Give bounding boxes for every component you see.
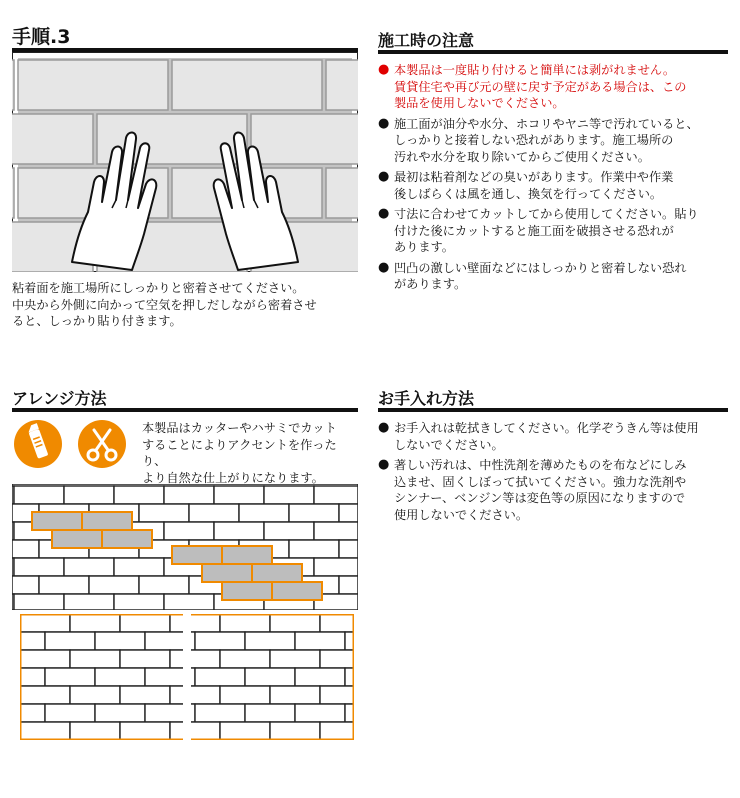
caution-line: があります。 xyxy=(394,277,467,291)
white-brick xyxy=(120,650,170,668)
bullet-icon: ● xyxy=(378,206,390,221)
white-brick xyxy=(64,486,114,504)
caution-line: 製品を使用しないでください。 xyxy=(394,96,565,110)
care-title: お手入れ方法 xyxy=(378,389,475,408)
white-brick xyxy=(164,486,214,504)
white-brick xyxy=(195,668,245,686)
care-line: お手入れは乾拭きしてください。化学ぞうきん等は使用 xyxy=(394,421,699,435)
white-brick xyxy=(164,522,214,540)
white-brick xyxy=(195,632,245,650)
white-brick xyxy=(20,686,70,704)
scissors-icon xyxy=(78,420,126,468)
white-brick xyxy=(189,504,239,522)
white-brick xyxy=(270,686,320,704)
white-brick xyxy=(70,686,120,704)
caution-item xyxy=(378,206,728,256)
care-line: 込ませ、固くしぼって拭いてください。強力な洗剤や xyxy=(394,474,687,489)
white-brick xyxy=(339,504,358,522)
care-title-rule xyxy=(378,408,728,412)
white-brick xyxy=(20,704,45,722)
care-line: しないでください。 xyxy=(394,437,504,452)
caution-line: 施工面が油分や水分、ホコリやヤニ等で汚れていると、 xyxy=(394,116,699,131)
white-brick xyxy=(12,540,39,558)
step-title: 手順.3 xyxy=(12,26,71,48)
accent-gray-brick xyxy=(252,564,302,582)
white-brick xyxy=(14,594,64,610)
white-brick xyxy=(45,632,95,650)
care-item xyxy=(378,457,728,523)
white-brick xyxy=(314,486,358,504)
wall-tile xyxy=(251,114,358,164)
white-brick xyxy=(120,614,170,632)
white-brick xyxy=(70,722,120,740)
step-caption xyxy=(12,280,362,330)
care-list xyxy=(378,420,728,527)
white-brick xyxy=(170,722,220,740)
care-line: 著しい汚れは、中性洗剤を薄めたものを布などにしみ xyxy=(394,458,687,472)
wall-tile xyxy=(326,168,358,218)
white-brick xyxy=(12,576,39,594)
white-brick xyxy=(270,722,320,740)
caution-item-warning xyxy=(378,62,728,112)
wall-tile xyxy=(18,60,168,110)
caution-line: 付けた後にカットすると施工面を破損させる恐れが xyxy=(394,223,674,238)
white-brick xyxy=(339,576,358,594)
white-brick xyxy=(164,594,214,610)
white-brick xyxy=(139,504,189,522)
arrange-title: アレンジ方法 xyxy=(12,389,107,408)
white-brick xyxy=(120,686,170,704)
white-brick xyxy=(95,704,145,722)
bullet-icon: ● xyxy=(378,115,390,131)
caution-line: あります。 xyxy=(394,240,454,254)
caution-line: 寸法に合わせてカットしてから使用してください。貼り xyxy=(394,207,699,221)
brick-accent-example-bottom xyxy=(20,614,354,740)
white-brick xyxy=(139,576,189,594)
accent-gray-brick xyxy=(82,512,132,530)
white-brick xyxy=(95,668,145,686)
white-brick xyxy=(195,704,245,722)
white-brick xyxy=(70,650,120,668)
arrange-text-line: より自然な仕上がりになります。 xyxy=(142,470,324,485)
white-brick xyxy=(264,486,314,504)
white-brick xyxy=(39,576,89,594)
white-brick xyxy=(20,668,45,686)
white-brick xyxy=(114,558,164,576)
white-brick xyxy=(245,704,295,722)
caution-line: しっかりと接着しない恐れがあります。施工場所の xyxy=(394,133,674,147)
white-brick xyxy=(20,632,45,650)
caution-list xyxy=(378,62,728,297)
accent-gray-brick xyxy=(202,564,252,582)
bullet-icon: ● xyxy=(378,420,390,435)
white-brick xyxy=(270,650,320,668)
white-brick xyxy=(245,668,295,686)
caution-item xyxy=(378,116,728,166)
white-brick xyxy=(20,722,70,740)
brick-accent-example-top xyxy=(12,484,358,610)
hands-pressing-wall-illustration xyxy=(12,52,358,272)
caution-item xyxy=(378,169,728,202)
caution-line: 賃貸住宅や再び元の壁に戻す予定がある場合は、この xyxy=(394,79,687,94)
care-item xyxy=(378,420,728,453)
seam-gap xyxy=(183,614,191,740)
white-brick xyxy=(170,686,220,704)
wall-tile xyxy=(12,168,14,218)
arrange-text-line: 本製品はカッターやハサミでカット xyxy=(142,421,337,435)
white-brick xyxy=(170,614,220,632)
caution-item xyxy=(378,260,728,293)
care-line: 使用しないでください。 xyxy=(394,507,529,522)
caution-line: 汚れや水分を取り除いてからご使用ください。 xyxy=(394,149,650,164)
white-brick xyxy=(245,632,295,650)
white-brick xyxy=(114,486,164,504)
wall-tile xyxy=(12,60,14,110)
arrange-text-line: することによりアクセントを作ったり、 xyxy=(142,437,337,468)
red-bullet-icon: ● xyxy=(378,62,390,77)
caution-line: 後しばらくは風を通し、換気を行ってください。 xyxy=(394,186,663,201)
white-brick xyxy=(314,558,358,576)
white-brick xyxy=(45,668,95,686)
white-brick xyxy=(264,522,314,540)
caution-title: 施工時の注意 xyxy=(378,31,475,50)
white-brick xyxy=(320,650,354,668)
caution-line: 凹凸の激しい壁面などにはしっかりと密着しない恐れ xyxy=(394,260,687,275)
white-brick xyxy=(295,668,345,686)
arrange-text xyxy=(142,420,358,486)
accent-gray-brick xyxy=(272,582,322,600)
white-brick xyxy=(64,594,114,610)
white-brick xyxy=(239,504,289,522)
white-brick xyxy=(220,650,270,668)
accent-gray-brick xyxy=(222,582,272,600)
white-brick xyxy=(20,614,70,632)
caution-line: 本製品は一度貼り付けると簡単には剥がれません。 xyxy=(394,63,676,77)
white-brick xyxy=(320,722,354,740)
step-caption-line: ると、しっかり貼り付きます。 xyxy=(12,314,182,328)
white-brick xyxy=(314,522,358,540)
white-brick xyxy=(214,486,264,504)
accent-gray-brick xyxy=(172,546,222,564)
step-caption-line: 粘着面を施工場所にしっかりと密着させてください。 xyxy=(12,281,305,295)
caution-line: 最初は粘着剤などの臭いがあります。作業中や作業 xyxy=(394,170,674,184)
wall-tile xyxy=(172,60,322,110)
arrange-title-rule xyxy=(12,408,358,412)
accent-gray-brick xyxy=(32,512,82,530)
cutter-knife-icon xyxy=(14,420,62,468)
wall-tile xyxy=(326,60,358,110)
white-brick xyxy=(95,632,145,650)
white-brick xyxy=(14,486,64,504)
white-brick xyxy=(295,632,345,650)
white-brick xyxy=(64,558,114,576)
wall-tile xyxy=(12,114,93,164)
accent-gray-brick xyxy=(52,530,102,548)
white-brick xyxy=(214,522,264,540)
bullet-icon: ● xyxy=(378,169,390,184)
white-brick xyxy=(170,650,220,668)
accent-gray-brick xyxy=(222,546,272,564)
white-brick xyxy=(220,614,270,632)
caution-title-rule xyxy=(378,50,728,54)
white-brick xyxy=(320,614,354,632)
white-brick xyxy=(20,650,70,668)
white-brick xyxy=(339,540,358,558)
white-brick xyxy=(120,722,170,740)
care-line: シンナー、ベンジン等は変色等の原因になりますので xyxy=(394,491,686,505)
bullet-icon: ● xyxy=(378,259,390,275)
step-caption-line: 中央から外側に向かって空気を押しだしながら密着させ xyxy=(12,297,317,312)
white-brick xyxy=(114,594,164,610)
white-brick xyxy=(289,504,339,522)
accent-gray-brick xyxy=(102,530,152,548)
white-brick xyxy=(270,614,320,632)
white-brick xyxy=(220,686,270,704)
white-brick xyxy=(289,540,339,558)
white-brick xyxy=(14,558,64,576)
white-brick xyxy=(70,614,120,632)
white-brick xyxy=(45,704,95,722)
white-brick xyxy=(295,704,345,722)
white-brick xyxy=(89,576,139,594)
white-brick xyxy=(220,722,270,740)
white-brick xyxy=(320,686,354,704)
bullet-icon: ● xyxy=(378,457,390,472)
